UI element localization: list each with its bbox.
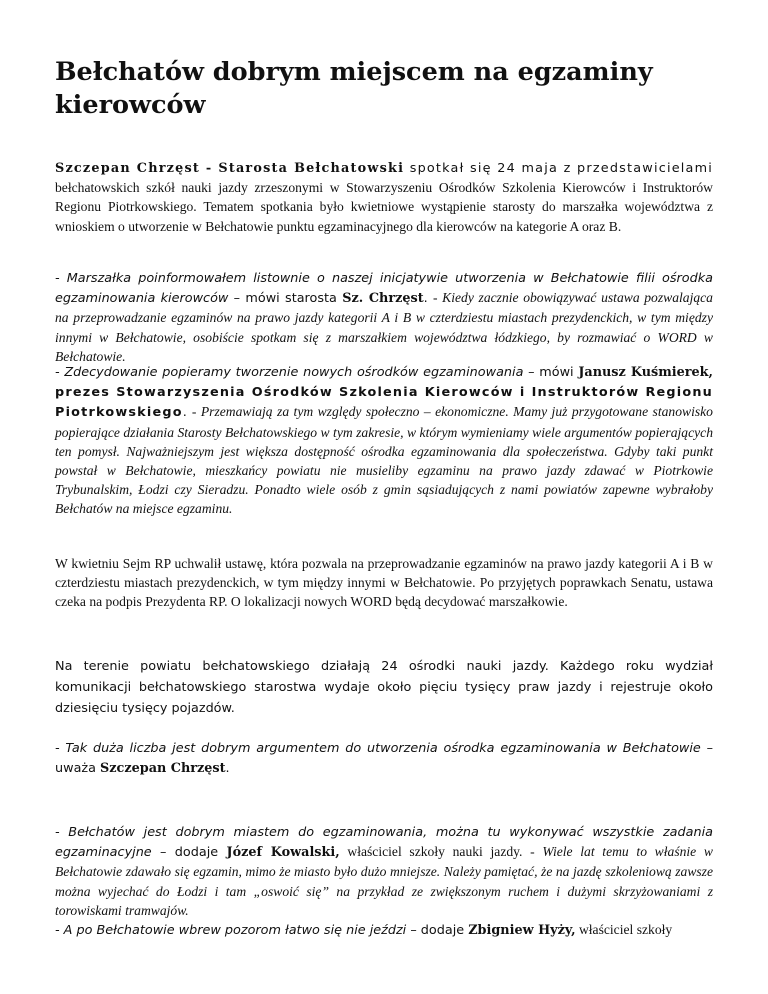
name-jozef-kowalski: Józef Kowalski,	[226, 845, 340, 861]
paragraph-quote-argument	[55, 738, 713, 778]
role-hyzy: właściciel szkoły	[575, 922, 673, 937]
quote-kusmierek-2: - Przemawiają za tym względy społeczno – ekonomiczne. Mamy już przygotowane stanowisko popierające działania Starosty Bełchatowskiego w tym zakresie, w którym wymieniamy wiele argumentów popierających ten pomysł. Najważniejszym jest większa dostępność ośrodka egzaminowania dla społeczeństwa. Gdyby taki punkt powstał w Bełchatowie, mieszkańcy powiatu nie musieliby egzaminu na prawo jazdy zdawać w Piotrkowie Trybunalskim, Łodzi czy Sieradzu. Ponadto wiele osób z gmin sąsiadujących z nami powiatów zapewne wybrałoby Bełchatów na miejsce egzaminu.	[55, 404, 713, 517]
end-argument: .	[225, 761, 230, 777]
quote-argument: - Tak duża liczba jest dobrym argumentem do utworzenia ośrodka egzaminowania w Bełchatowie –	[55, 741, 713, 756]
name-zbigniew-hyzy: Zbigniew Hyży,	[468, 923, 576, 938]
says-starosta: – mówi starosta	[228, 291, 343, 307]
quote-starosta-1: - Marszałka poinformowałem listownie o naszej inicjatywie utworzenia w Bełchatowie filii ośrodka egzaminowania kierowców	[55, 271, 713, 307]
paragraph-quote-kowalski	[55, 822, 713, 920]
role-kusmierek: prezes Stowarzyszenia Ośrodków Szkolenia Kierowców i Instruktorów Regionu Piotrkowskiego	[55, 385, 713, 421]
says-argument: uważa	[55, 761, 101, 777]
paragraph-sejm: W kwietniu Sejm RP uchwalił ustawę, która pozwala na przeprowadzanie egzaminów na prawo jazdy kategorii A i B w czterdziestu miastach prezydenckich, w tym między innymi w Bełchatowie. Po przyjętych poprawkach Senatu, ustawa czeka na podpis Prezydenta RP. O lokalizacji nowych WORD będą decydować marszałkowie.	[55, 556, 713, 610]
name-janusz-kusmierek: Janusz Kuśmierek,	[578, 365, 713, 380]
paragraph-quote-hyzy	[55, 920, 713, 940]
says-kowalski: – dodaje	[151, 845, 227, 861]
quote-kowalski-1: - Bełchatów jest dobrym miastem do egzaminowania, można tu wykonywać wszystkie zadania egzaminacyjne	[55, 825, 713, 861]
paragraph-statistics: Na terenie powiatu bełchatowskiego działają 24 ośrodki nauki jazdy. Każdego roku wydział komunikacji bełchatowskiego starostwa wydaje około pięciu tysięcy praw jazdy i rejestruje około dziesięciu tysięcy pojazdów.	[55, 659, 713, 716]
quote-kowalski-2: - Wiele lat temu to właśnie w Bełchatowie zdawało się egzamin, mimo że miasto było dużo mniejsze. Należy pamiętać, że na jazdę szkoleniową zawsze można wyjechać do Łodzi i tam „oswoić się” na przykład ze zwiększonym ruchem i dużymi skrzyżowaniami z torowiskami tramwajów.	[55, 844, 713, 918]
name-szczepan-chrzest: Szczepan Chrzęst	[100, 761, 226, 777]
says-kusmierek: – mówi	[523, 365, 579, 380]
paragraph-quote-starosta	[55, 268, 713, 366]
says-hyzy: – dodaje	[406, 923, 469, 938]
intro-text-1: spotkał się 24 maja z przedstawicielami	[404, 161, 713, 176]
quote-starosta-2: - Kiedy zacznie obowiązywać ustawa pozwalająca na przeprowadzanie egzaminów na prawo jazdy kategorii A i B w czterdziestu miastach prezydenckich, w tym między innymi w Bełchatowie, osobiście spotkam się z marszałkiem województwa łódzkiego, by rozmawiać o WORD w Bełchatowie.	[55, 290, 713, 364]
sep-starosta: .	[423, 291, 434, 307]
article	[55, 56, 713, 938]
name-sz-chrzest: Sz. Chrzęst	[342, 291, 424, 307]
sep-kusmierek: .	[182, 405, 192, 421]
paragraph-quote-kusmierek	[55, 362, 713, 519]
article-title: Bełchatów dobrym miejscem na egzaminy kierowców	[55, 57, 653, 120]
intro-text-2: bełchatowskich szkół nauki jazdy zrzeszonymi w Stowarzyszeniu Ośrodków Szkolenia Kierowców i Instruktorów Regionu Piotrkowskiego. Tematem spotkania było kwietniowe wystąpienie starosty do marszałka województwa z wnioskiem o utworzenie w Bełchatowie punktu egzaminacyjnego dla kierowców na kategorie A oraz B.	[55, 180, 713, 234]
quote-kusmierek-1: - Zdecydowanie popieramy tworzenie nowych ośrodków egzaminowania	[55, 365, 524, 380]
role-kowalski: właściciel szkoły nauki jazdy.	[339, 844, 531, 860]
quote-hyzy: - A po Bełchatowie wbrew pozorom łatwo się nie jeździ	[55, 923, 407, 938]
paragraph-intro	[55, 158, 713, 236]
intro-bold-lead: Szczepan Chrzęst - Starosta Bełchatowski	[55, 161, 405, 176]
